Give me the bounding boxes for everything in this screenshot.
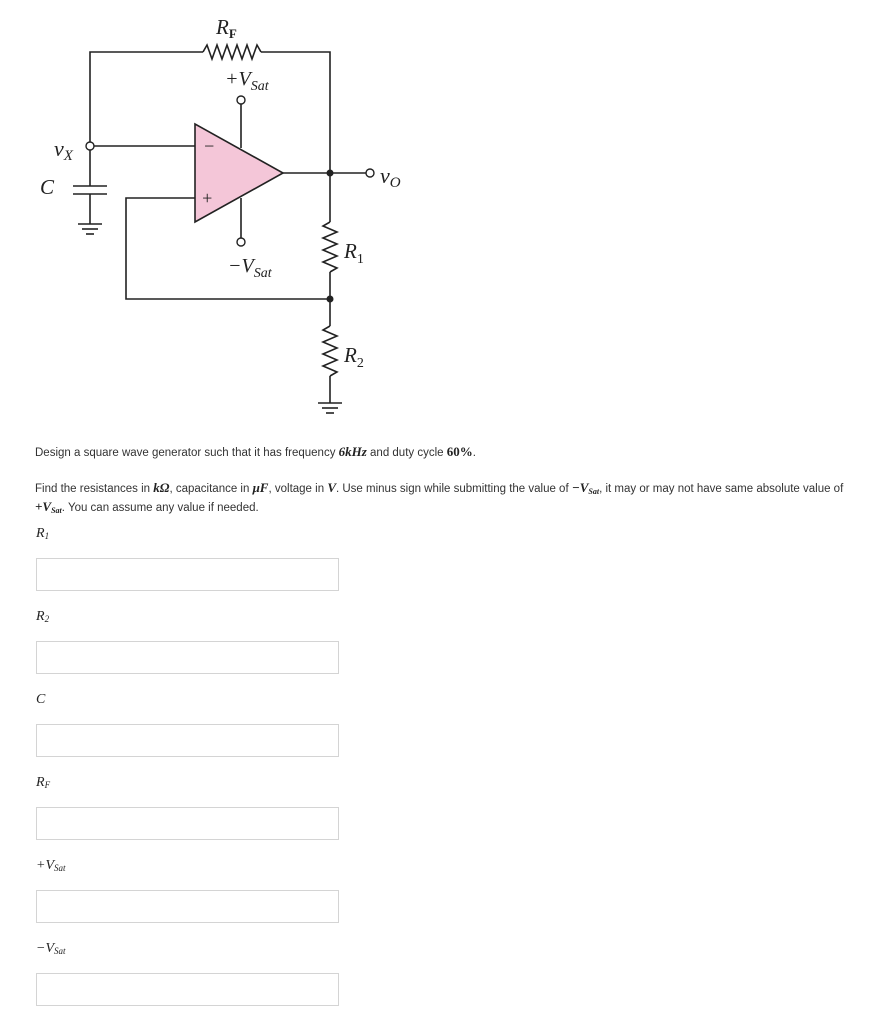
r1-label: $R_1$ <box>344 239 364 267</box>
vminus-input[interactable] <box>36 973 339 1006</box>
vx-label: vX <box>54 136 73 164</box>
problem-line-2: Find the resistances in kΩ, capacitance in μF, voltage in V. Use minus sign while submitting the value of $-V_{Sat}$, it may or may not have same absolute value of $+V_{Sat}$. You can assume any value if needed. <box>35 480 844 515</box>
problem-statement <box>35 444 845 537</box>
rf-field-label: $R_F$ <box>36 775 51 790</box>
rf-input[interactable] <box>36 807 339 840</box>
r1-input[interactable] <box>36 558 339 591</box>
vo-terminal <box>366 169 374 177</box>
vminus-field-label: $-V_{Sat}$ <box>36 941 66 956</box>
vx-terminal <box>86 142 94 150</box>
r1-field-label: $R_1$ <box>36 526 50 541</box>
output-feedback-wire <box>261 52 330 173</box>
rf-label: RF <box>216 15 237 41</box>
rf-resistor <box>203 45 261 59</box>
ground-icon <box>318 403 342 413</box>
circuit-diagram <box>0 0 869 430</box>
inverting-input-sign: − <box>203 136 216 156</box>
c-field-label: C <box>36 692 46 707</box>
vo-label: vO <box>380 163 401 191</box>
rf-feedback-wire <box>90 52 203 146</box>
r2-resistor <box>323 326 337 376</box>
vminus-terminal <box>237 238 245 246</box>
ground-icon <box>78 224 102 234</box>
vminus-label: $-V_{Sat}$ <box>228 255 272 281</box>
r2-label: $R_2$ <box>344 343 364 371</box>
c-label: C <box>40 175 55 199</box>
vplus-terminal <box>237 96 245 104</box>
vplus-label: $+V_{Sat}$ <box>225 68 269 94</box>
r2-input[interactable] <box>36 641 339 674</box>
c-input[interactable] <box>36 724 339 757</box>
r2-field-label: $R_2$ <box>36 609 50 624</box>
vplus-field-label: $+V_{Sat}$ <box>36 858 66 873</box>
vplus-input[interactable] <box>36 890 339 923</box>
noninverting-feedback-wire <box>126 198 330 299</box>
problem-line-1: Design a square wave generator such that it has frequency 6kHz and duty cycle 60%. <box>35 444 476 459</box>
noninverting-input-sign: + <box>201 188 214 208</box>
r1-resistor <box>323 222 337 272</box>
